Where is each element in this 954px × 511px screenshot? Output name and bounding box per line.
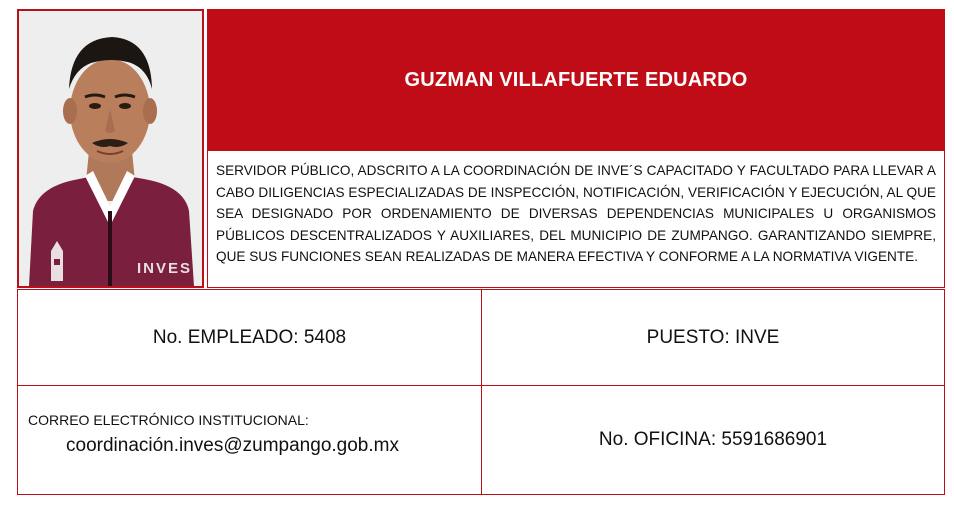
description-box: [207, 151, 945, 288]
email-cell: [18, 386, 482, 494]
employee-number-cell: [18, 290, 482, 386]
office-phone: No. OFICINA: 5591686901: [598, 429, 828, 450]
email-label: CORREO ELECTRÓNICO INSTITUCIONAL:: [28, 412, 309, 428]
employee-number: No. EMPLEADO: 5408: [152, 326, 347, 348]
vest-text: INVES: [137, 260, 193, 277]
office-phone-cell: [482, 386, 944, 494]
employee-description: SERVIDOR PÚBLICO, ADSCRITO A LA COORDINACIÓN DE INVE´S CAPACITADO Y FACULTADO PARA LLEVAR A CABO DILIGENCIAS ESPECIALIZADAS DE INSPECCIÓN, NOTIFICACIÓN, VERIFICACIÓN Y EJECUCIÓN, AL QUE SEA DESIGNADO POR ORDENAMIENTO DE DIVERSAS DEPENDENCIAS MUNICIPALES U ORGANISMOS PÚBLICOS DESCENTRALIZADOS Y AUXILIARES, DEL MUNICIPIO DE ZUMPANGO. GARANTIZANDO SIEMPRE, QUE SUS FUNCIONES SEAN REALIZADAS DE MANERA EFECTIVA Y CONFORME A LA NORMATIVA VIGENTE.: [216, 163, 936, 264]
position-cell: [482, 290, 944, 386]
employee-card: [17, 9, 945, 495]
info-grid: [17, 289, 945, 495]
name-header: [207, 9, 945, 151]
employee-name: GUZMAN VILLAFUERTE EDUARDO: [404, 68, 748, 91]
employee-photo: [17, 9, 204, 288]
position: PUESTO: INVE: [646, 326, 780, 348]
email-value: coordinación.inves@zumpango.gob.mx: [66, 435, 399, 456]
